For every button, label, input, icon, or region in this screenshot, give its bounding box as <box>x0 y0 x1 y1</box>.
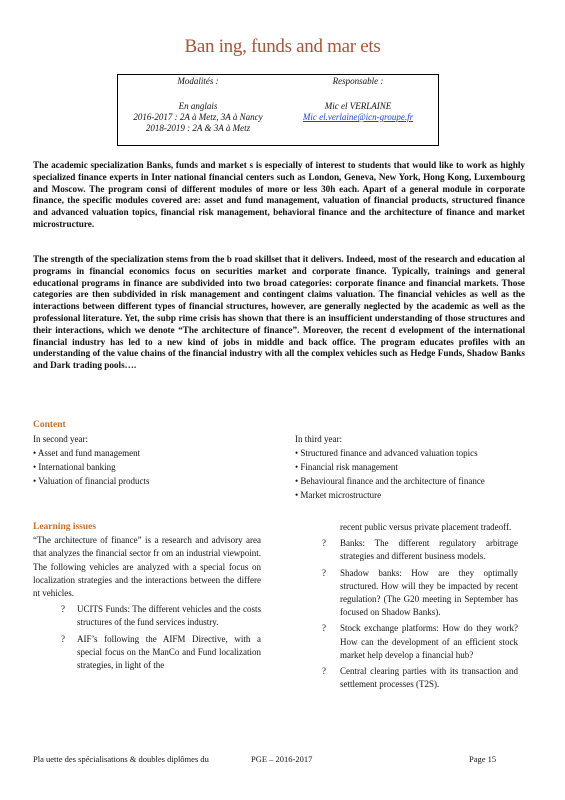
continuation-text: recent public versus private placement tradeoff. <box>340 522 512 532</box>
second-year-label: In second year: <box>33 434 88 444</box>
bullet-glyph: ? <box>61 633 65 644</box>
bullet-glyph: ? <box>61 604 65 615</box>
page-number: Page 15 <box>469 754 497 764</box>
list-item <box>318 567 518 620</box>
bullet-glyph: ? <box>322 623 326 634</box>
list-item: • International banking <box>33 462 116 472</box>
page-title: Ban ing, funds and mar ets <box>184 36 381 57</box>
modalites-line: 2018-2019 : 2A & 3A à Metz <box>145 123 251 133</box>
info-box <box>117 74 439 146</box>
bullet-glyph: ? <box>322 538 326 549</box>
strength-paragraph: The strength of the specialization stems from the b road skillset that it delivers. Indeed, most of the research and education al programs in financial economics focus on securities market and corporate finance. Typically, trainings and general educational programs in finance are subdivided into two broad categories: corporate finance and financial markets. Those categories are then subdivided in risk management and contingent claims valuation. The financial vehicles as well as the interactions between different types of financial structures, however, are generally neglected by the academic as well as the professional literature. Yet, the subp rime crisis has shown that there is an insufficient understanding of those structures and their interactions, which we denote “The architecture of finance”. Moreover, the recent d evelopment of the international financial industry has led to a new kind of jobs in middle and back office. The program educates profiles with an understanding of the value chains of the financial industry with all the complex vehicles such as Hedge Funds, Shadow Banks and Dark trading pools…. <box>33 254 525 371</box>
bullet-text: UCITS Funds: The different vehicles and the costs structures of the fund services industry. <box>77 604 261 628</box>
list-item: • Asset and fund management <box>33 448 141 458</box>
responsable-email-link[interactable]: Mic el.verlaine@icn-groupe.fr <box>302 112 414 122</box>
modalites-line: 2016-2017 : 2A à Metz, 3A à Nancy <box>133 112 263 122</box>
list-item <box>318 665 518 691</box>
bullet-text: Stock exchange platforms: How do they work? How can the development of an efficient stock market help develop a financial hub? <box>340 623 518 660</box>
list-item: • Behavioural finance and the architecture of finance <box>295 476 485 486</box>
bullet-text: AIF’s following the AIFM Directive, with a special focus on the ManCo and Fund localization strategies, in light of the <box>77 633 261 671</box>
list-item: • Structured finance and advanced valuation topics <box>295 448 478 458</box>
responsable-name: Mic el VERLAINE <box>324 101 392 111</box>
modalites-label: Modalités : <box>177 76 219 86</box>
list-item <box>318 537 518 563</box>
learning-intro: “The architecture of finance” is a research and advisory area that analyzes the financial sector fr om an industrial viewpoint. The following vehicles are analyzed with a special focus on localization strategies and the interactions between the differe nt vehicles. <box>33 535 261 599</box>
third-year-label: In third year: <box>295 434 342 444</box>
content-third-year <box>295 418 525 502</box>
list-item: • Financial risk management <box>295 462 398 472</box>
content-heading: Content <box>33 420 66 430</box>
learning-heading: Learning issues <box>33 522 97 532</box>
list-item <box>33 603 261 629</box>
learning-issues-left <box>33 521 261 672</box>
footer-middle: PGE – 2016-2017 <box>251 754 313 764</box>
list-item: • Valuation of financial products <box>33 476 150 486</box>
content-second-year <box>33 418 253 488</box>
list-item <box>318 622 518 662</box>
footer-left: Pla uette des spécialisations & doubles diplômes du <box>33 754 209 764</box>
responsable-column <box>278 75 438 123</box>
bullet-text: Shadow banks: How are they optimally structured. How will they be impacted by recent regulation? (The G20 meeting in September has focused on Shadow Banks). <box>340 567 518 618</box>
bullet-glyph: ? <box>322 666 326 677</box>
list-item <box>33 633 261 673</box>
bullet-glyph: ? <box>322 567 326 578</box>
bullet-text: Banks: The different regulatory arbitrage strategies and different business models. <box>340 538 518 562</box>
list-item: • Market microstructure <box>295 490 382 500</box>
responsable-label: Responsable : <box>332 76 384 86</box>
modalites-column <box>118 75 278 134</box>
intro-paragraph: The academic specialization Banks, funds and market s is especially of interest to students that would like to work as highly specialized finance experts in Inter national financial centers such as London, Geneva, New York, Hong Kong, Luxembourg and Moscow. The program consi of different modules of more or less 30h each. Apart of a general module in corporate finance, the specific modules covered are: asset and fund management, valuation of financial products, structured finance and advanced valuation topics, financial risk management, behavioral finance and the architecture of finance and market microstructure. <box>33 160 525 229</box>
modalites-line: En anglais <box>178 101 218 111</box>
learning-issues-right <box>318 521 518 691</box>
bullet-text: Central clearing parties with its transaction and settlement processes (T2S). <box>340 666 518 690</box>
